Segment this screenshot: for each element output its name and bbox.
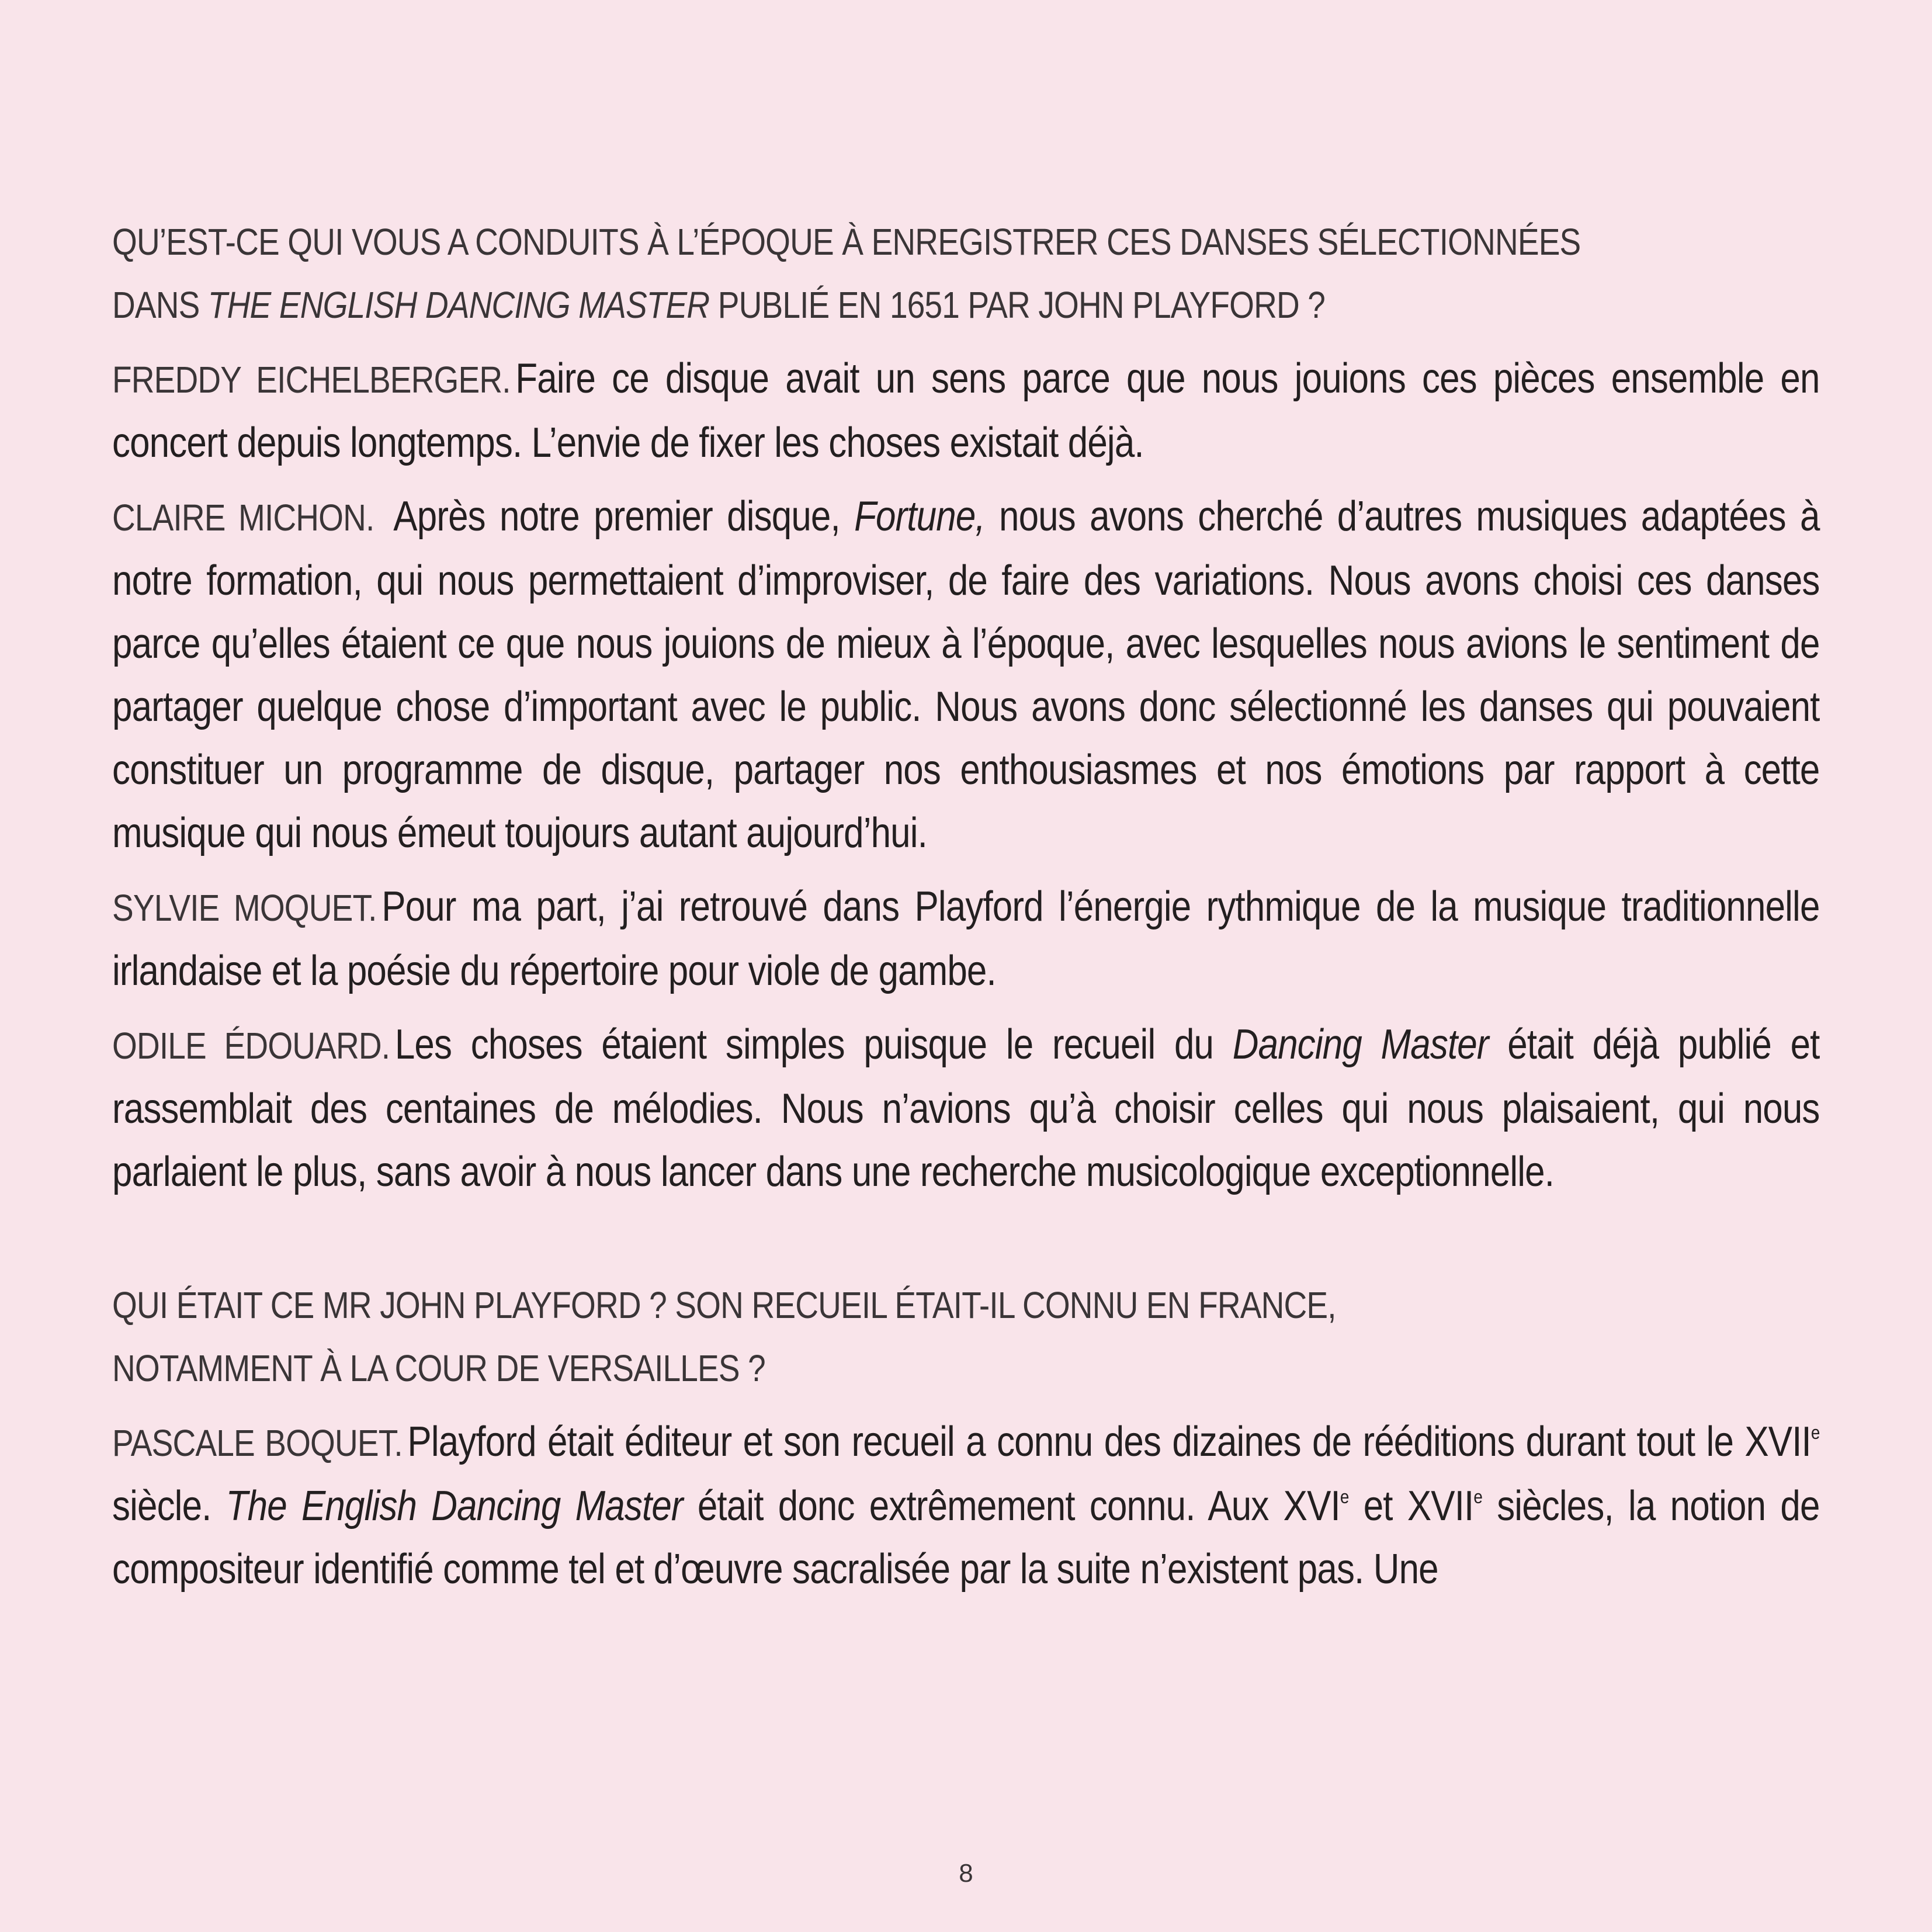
album-title: Fortune,: [854, 493, 985, 540]
answer-pascale: [112, 1410, 1820, 1601]
question-1-post: PUBLIÉ EN 1651 PAR JOHN PLAYFORD ?: [709, 284, 1326, 326]
speaker-name: FREDDY EICHELBERGER.: [112, 359, 511, 401]
book-title: Dancing Master: [1232, 1021, 1489, 1068]
answer-claire: [112, 485, 1820, 865]
speaker-name: SYLVIE MOQUET.: [112, 887, 377, 929]
superscript-e: e: [1473, 1486, 1483, 1507]
answer-text-pre: Les choses étaient simples puisque le recueil du: [394, 1021, 1233, 1068]
question-1: [112, 210, 1815, 337]
question-1-line-1: QU’EST-CE QUI VOUS A CONDUITS À L’ÉPOQUE À ENREGISTRER CES DANSES SÉLECTIONNÉES: [112, 221, 1581, 263]
answer-text: Faire ce disque avait un sens parce que nous jouions ces pièces ensemble en concert depuis longtemps. L’envie de fixer les choses existait déjà.: [112, 355, 1820, 466]
question-2-line-2: NOTAMMENT À LA COUR DE VERSAILLES ?: [112, 1347, 765, 1389]
speaker-name: CLAIRE MICHON.: [112, 497, 374, 539]
answer-sylvie: [112, 875, 1820, 1003]
answer-freddy: [112, 347, 1820, 474]
answer-text-4: et XVII: [1348, 1483, 1474, 1529]
speaker-name: ODILE ÉDOUARD.: [112, 1025, 390, 1067]
answer-text-1: Playford était éditeur et son recueil a connu des dizaines de rééditions durant tout le XVII: [407, 1418, 1811, 1465]
answer-text-3: était donc extrêmement connu. Aux XVI: [682, 1483, 1340, 1529]
speaker-name: PASCALE BOQUET.: [112, 1422, 403, 1464]
question-2-line-1: QUI ÉTAIT CE MR JOHN PLAYFORD ? SON RECUEIL ÉTAIT-IL CONNU EN FRANCE,: [112, 1284, 1336, 1326]
question-1-title: THE ENGLISH DANCING MASTER: [207, 284, 710, 326]
superscript-e: e: [1340, 1486, 1349, 1507]
answer-text-5: siècles, la notion de compositeur identifié comme tel et d’œuvre sacralisée par la suite n’existent pas. Une: [112, 1483, 1820, 1593]
answer-text-2: siècle.: [112, 1483, 226, 1529]
superscript-e: e: [1810, 1421, 1820, 1443]
page-number: 8: [959, 1859, 973, 1888]
book-title: The English Dancing Master: [226, 1483, 683, 1529]
answer-text-post: était déjà publié et rassemblait des centaines de mélodies. Nous n’avions qu’à choisir celles qui nous plaisaient, qui nous parlaient le plus, sans avoir à nous lancer dans une recherche musicologique exceptionnelle.: [112, 1021, 1820, 1195]
question-1-pre: DANS: [112, 284, 208, 326]
answer-text-post: nous avons cherché d’autres musiques adaptées à notre formation, qui nous permettaient d’improviser, de faire des variations. Nous avons choisi ces danses parce qu’elles étaient ce que nous jouions de mieux à l’époque, avec lesquelles nous avions le sentiment de partager quelque chose d’important avec le public. Nous avons donc sélectionné les danses qui pouvaient constituer un programme de disque, partager nos enthousiasmes et nos émotions par rapport à cette musique qui nous émeut toujours autant aujourd’hui.: [112, 493, 1820, 856]
interview-text: [112, 210, 1819, 1601]
question-2: [112, 1274, 1815, 1400]
answer-odile: [112, 1013, 1820, 1203]
section-spacer: [112, 1203, 1819, 1274]
answer-text: Pour ma part, j’ai retrouvé dans Playford l’énergie rythmique de la musique traditionnelle irlandaise et la poésie du répertoire pour viole de gambe.: [112, 883, 1820, 994]
question-1-line-2: [112, 273, 1815, 337]
answer-text-pre: Après notre premier disque,: [393, 493, 855, 540]
